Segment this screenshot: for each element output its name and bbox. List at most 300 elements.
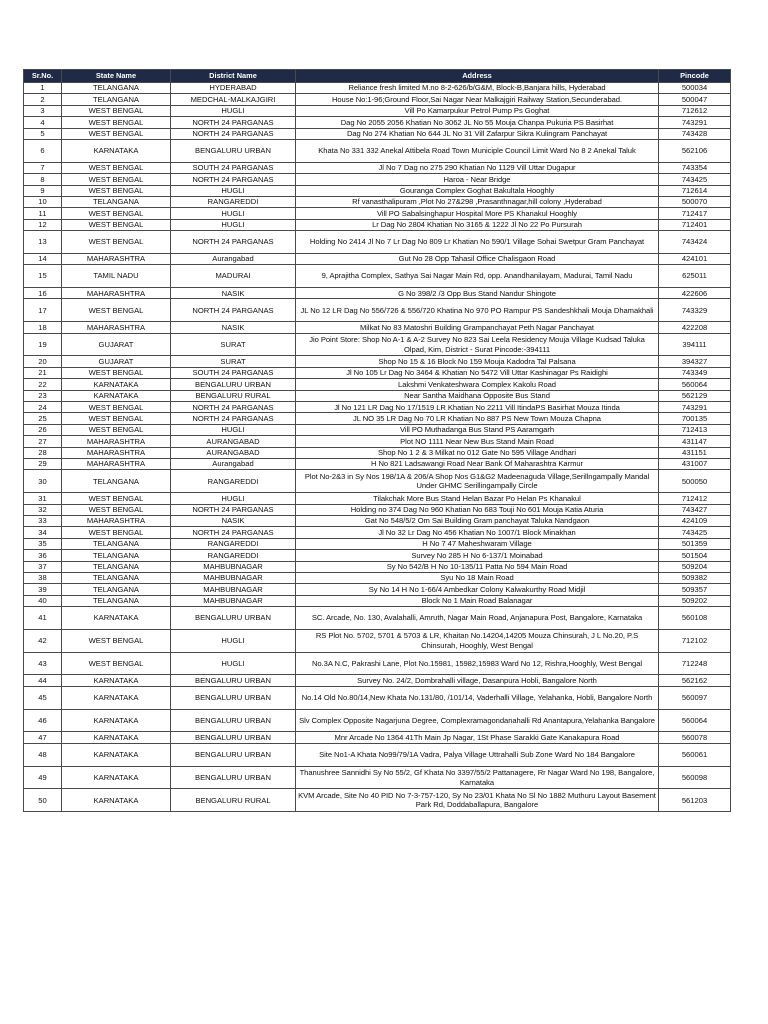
district-name-cell: NASIK bbox=[171, 322, 296, 333]
sr-no-cell: 42 bbox=[24, 629, 62, 652]
district-name-cell: MAHBUBNAGAR bbox=[171, 561, 296, 572]
table-body bbox=[24, 83, 731, 812]
address-cell: Lakshmi Venkateshwara Complex Kakolu Road bbox=[296, 379, 659, 390]
pincode-cell: 743425 bbox=[659, 527, 731, 538]
district-name-cell: BENGALURU URBAN bbox=[171, 766, 296, 789]
pincode-cell: 743291 bbox=[659, 117, 731, 128]
state-name-cell: WEST BENGAL bbox=[62, 493, 171, 504]
state-name-cell: WEST BENGAL bbox=[62, 105, 171, 116]
state-name-cell: TAMIL NADU bbox=[62, 265, 171, 288]
pincode-cell: 509202 bbox=[659, 595, 731, 606]
address-cell: KVM Arcade, Site No 40 PID No 7-3-757-120, Sy No 23/01 Khata No Sl No 1882 Muthuru Layout Basement Park Rd, Doddaballapura, Bangalore bbox=[296, 789, 659, 812]
state-name-cell: TELANGANA bbox=[62, 538, 171, 549]
sr-no-cell: 12 bbox=[24, 219, 62, 230]
address-cell: H No 7 47 Maheshwaram Village bbox=[296, 538, 659, 549]
district-name-cell: BENGALURU RURAL bbox=[171, 390, 296, 401]
header-district-name: District Name bbox=[171, 70, 296, 83]
pincode-cell: 560108 bbox=[659, 607, 731, 630]
sr-no-cell: 47 bbox=[24, 732, 62, 743]
district-name-cell: HUGLI bbox=[171, 208, 296, 219]
state-name-cell: TELANGANA bbox=[62, 572, 171, 583]
pincode-cell: 394327 bbox=[659, 356, 731, 367]
pincode-cell: 625011 bbox=[659, 265, 731, 288]
state-name-cell: KARNATAKA bbox=[62, 789, 171, 812]
state-name-cell: TELANGANA bbox=[62, 470, 171, 493]
address-cell: Reliance fresh limited M.no 8-2-626/b/G&M, Block-B,Banjara hills, Hyderabad bbox=[296, 83, 659, 94]
pincode-cell: 431147 bbox=[659, 436, 731, 447]
address-cell: Haroa - Near Bridge bbox=[296, 174, 659, 185]
table-row bbox=[24, 162, 731, 173]
pincode-cell: 712102 bbox=[659, 629, 731, 652]
state-name-cell: WEST BENGAL bbox=[62, 527, 171, 538]
table-row bbox=[24, 117, 731, 128]
table-row bbox=[24, 595, 731, 606]
sr-no-cell: 44 bbox=[24, 675, 62, 686]
state-name-cell: TELANGANA bbox=[62, 561, 171, 572]
pincode-cell: 509204 bbox=[659, 561, 731, 572]
pincode-cell: 560064 bbox=[659, 709, 731, 732]
pincode-cell: 562106 bbox=[659, 139, 731, 162]
sr-no-cell: 28 bbox=[24, 447, 62, 458]
sr-no-cell: 26 bbox=[24, 424, 62, 435]
table-row bbox=[24, 424, 731, 435]
header-sr-no: Sr.No. bbox=[24, 70, 62, 83]
header-row bbox=[24, 70, 731, 83]
table-row bbox=[24, 743, 731, 766]
sr-no-cell: 3 bbox=[24, 105, 62, 116]
state-name-cell: MAHARASHTRA bbox=[62, 515, 171, 526]
pincode-cell: 743329 bbox=[659, 299, 731, 322]
sr-no-cell: 19 bbox=[24, 333, 62, 356]
sr-no-cell: 9 bbox=[24, 185, 62, 196]
address-cell: Plot NO 1111 Near New Bus Stand Main Road bbox=[296, 436, 659, 447]
district-name-cell: RANGAREDDI bbox=[171, 550, 296, 561]
pincode-cell: 424109 bbox=[659, 515, 731, 526]
address-cell: Jl No 105 Lr Dag No 3464 & Khatian No 5472 Vill Uttar Kashinagar Ps Raidighi bbox=[296, 367, 659, 378]
sr-no-cell: 41 bbox=[24, 607, 62, 630]
state-name-cell: KARNATAKA bbox=[62, 732, 171, 743]
table-row bbox=[24, 379, 731, 390]
state-name-cell: TELANGANA bbox=[62, 550, 171, 561]
table-row bbox=[24, 253, 731, 264]
sr-no-cell: 8 bbox=[24, 174, 62, 185]
table-row bbox=[24, 436, 731, 447]
district-name-cell: NORTH 24 PARGANAS bbox=[171, 527, 296, 538]
district-name-cell: SURAT bbox=[171, 356, 296, 367]
sr-no-cell: 25 bbox=[24, 413, 62, 424]
district-name-cell: NORTH 24 PARGANAS bbox=[171, 231, 296, 254]
table-row bbox=[24, 265, 731, 288]
pincode-cell: 422606 bbox=[659, 288, 731, 299]
district-name-cell: NASIK bbox=[171, 288, 296, 299]
header-state-name: State Name bbox=[62, 70, 171, 83]
state-name-cell: TELANGANA bbox=[62, 94, 171, 105]
sr-no-cell: 15 bbox=[24, 265, 62, 288]
district-name-cell: BENGALURU RURAL bbox=[171, 789, 296, 812]
district-name-cell: NORTH 24 PARGANAS bbox=[171, 299, 296, 322]
table-row bbox=[24, 196, 731, 207]
sr-no-cell: 33 bbox=[24, 515, 62, 526]
state-name-cell: WEST BENGAL bbox=[62, 128, 171, 139]
state-name-cell: MAHARASHTRA bbox=[62, 253, 171, 264]
district-name-cell: RANGAREDDI bbox=[171, 538, 296, 549]
state-name-cell: KARNATAKA bbox=[62, 675, 171, 686]
address-cell: Shop No 15 & 16 Block No 159 Mouja Kadodra Tal Palsana bbox=[296, 356, 659, 367]
address-cell: Holding no 374 Dag No 960 Khatian No 683 Touji No 601 Mouja Katia Aturia bbox=[296, 504, 659, 515]
state-name-cell: MAHARASHTRA bbox=[62, 322, 171, 333]
state-name-cell: WEST BENGAL bbox=[62, 299, 171, 322]
table-row bbox=[24, 333, 731, 356]
pincode-cell: 500050 bbox=[659, 470, 731, 493]
pincode-cell: 743428 bbox=[659, 128, 731, 139]
district-name-cell: HUGLI bbox=[171, 493, 296, 504]
sr-no-cell: 21 bbox=[24, 367, 62, 378]
table-row bbox=[24, 686, 731, 709]
address-cell: Rf vanasthalipuram ,Plot No 27&298 ,Prasanthnagar,hill colony ,Hyderabad bbox=[296, 196, 659, 207]
state-name-cell: WEST BENGAL bbox=[62, 629, 171, 652]
district-name-cell: AURANGABAD bbox=[171, 447, 296, 458]
state-name-cell: KARNATAKA bbox=[62, 139, 171, 162]
state-name-cell: KARNATAKA bbox=[62, 686, 171, 709]
pincode-cell: 431007 bbox=[659, 458, 731, 469]
address-cell: Jio Point Store: Shop No A-1 & A-2 Survey No 823 Sai Leela Residency Mouja Village Kudsad Taluka Olpad, Kim, District - Surat Pincode:-394111 bbox=[296, 333, 659, 356]
address-cell: Plot No-2&3 in Sy Nos 198/1A & 206/A Shop Nos G1&G2 Madeenaguda Village,Serillngampally Mandal Under GHMC Serillingampally Circle bbox=[296, 470, 659, 493]
state-name-cell: TELANGANA bbox=[62, 584, 171, 595]
table-row bbox=[24, 527, 731, 538]
address-cell: G No 398/2 /3 Opp Bus Stand Nandur Shingote bbox=[296, 288, 659, 299]
pincode-cell: 560098 bbox=[659, 766, 731, 789]
sr-no-cell: 2 bbox=[24, 94, 62, 105]
state-name-cell: MAHARASHTRA bbox=[62, 436, 171, 447]
sr-no-cell: 10 bbox=[24, 196, 62, 207]
sr-no-cell: 46 bbox=[24, 709, 62, 732]
district-name-cell: BENGALURU URBAN bbox=[171, 139, 296, 162]
pincode-cell: 500070 bbox=[659, 196, 731, 207]
address-cell: Thanushree Sannidhi Sy No 55/2, Gf Khata No 3397/55/2 Pattanagere, Rr Nagar Ward No 198, Bangalore, Karnataka bbox=[296, 766, 659, 789]
address-cell: JL No 12 LR Dag No 556/726 & 556/720 Khatina No 970 PO Rampur PS Sandeshkhali Mouja Dhamakhali bbox=[296, 299, 659, 322]
pincode-cell: 501504 bbox=[659, 550, 731, 561]
address-cell: Syu No 18 Main Road bbox=[296, 572, 659, 583]
state-name-cell: KARNATAKA bbox=[62, 607, 171, 630]
district-name-cell: BENGALURU URBAN bbox=[171, 709, 296, 732]
pincode-cell: 500047 bbox=[659, 94, 731, 105]
state-name-cell: WEST BENGAL bbox=[62, 117, 171, 128]
table-row bbox=[24, 470, 731, 493]
table-row bbox=[24, 561, 731, 572]
address-cell: SC. Arcade, No. 130, Avalahalli, Amruth, Nagar Main Road, Anjanapura Post, Bangalore, Karnataka bbox=[296, 607, 659, 630]
address-cell: No.3A N.C, Pakrashi Lane, Plot No.15981, 15982,15983 Ward No 12, Rishra,Hooghly, West Bengal bbox=[296, 652, 659, 675]
district-name-cell: NORTH 24 PARGANAS bbox=[171, 402, 296, 413]
sr-no-cell: 45 bbox=[24, 686, 62, 709]
sr-no-cell: 37 bbox=[24, 561, 62, 572]
table-row bbox=[24, 390, 731, 401]
pincode-cell: 712413 bbox=[659, 424, 731, 435]
address-cell: Sy No 14 H No 1-66/4 Ambedkar Colony Kalwakurthy Road Midjil bbox=[296, 584, 659, 595]
table-row bbox=[24, 94, 731, 105]
sr-no-cell: 24 bbox=[24, 402, 62, 413]
address-cell: Jl No 7 Dag no 275 290 Khatian No 1129 Vill Uttar Dugapur bbox=[296, 162, 659, 173]
address-cell: Vill PO Sabalsinghapur Hospital More PS Khanakul Hooghly bbox=[296, 208, 659, 219]
district-name-cell: HUGLI bbox=[171, 629, 296, 652]
pincode-cell: 743425 bbox=[659, 174, 731, 185]
address-cell: Holding No 2414 Jl No 7 Lr Dag No 809 Lr Khatian No 590/1 Village Sohai Swetpur Gram Panchayat bbox=[296, 231, 659, 254]
sr-no-cell: 17 bbox=[24, 299, 62, 322]
state-name-cell: MAHARASHTRA bbox=[62, 288, 171, 299]
state-name-cell: TELANGANA bbox=[62, 595, 171, 606]
table-row bbox=[24, 504, 731, 515]
pincode-cell: 712612 bbox=[659, 105, 731, 116]
district-name-cell: MEDCHAL-MALKAJGIRI bbox=[171, 94, 296, 105]
table-row bbox=[24, 139, 731, 162]
district-name-cell: MAHBUBNAGAR bbox=[171, 595, 296, 606]
pincode-cell: 560097 bbox=[659, 686, 731, 709]
state-name-cell: GUJARAT bbox=[62, 356, 171, 367]
table-row bbox=[24, 356, 731, 367]
pincode-cell: 743291 bbox=[659, 402, 731, 413]
state-name-cell: MAHARASHTRA bbox=[62, 447, 171, 458]
sr-no-cell: 20 bbox=[24, 356, 62, 367]
sr-no-cell: 7 bbox=[24, 162, 62, 173]
state-name-cell: TELANGANA bbox=[62, 83, 171, 94]
table-row bbox=[24, 185, 731, 196]
table-row bbox=[24, 538, 731, 549]
sr-no-cell: 6 bbox=[24, 139, 62, 162]
pincode-cell: 712417 bbox=[659, 208, 731, 219]
address-cell: Jl No 32 Lr Dag No 456 Khatian No 1007/1 Block Minakhan bbox=[296, 527, 659, 538]
sr-no-cell: 13 bbox=[24, 231, 62, 254]
sr-no-cell: 29 bbox=[24, 458, 62, 469]
state-name-cell: WEST BENGAL bbox=[62, 504, 171, 515]
table-row bbox=[24, 550, 731, 561]
address-cell: 9, Aprajitha Complex, Sathya Sai Nagar Main Rd, opp. Anandhanilayam, Madurai, Tamil Nadu bbox=[296, 265, 659, 288]
sr-no-cell: 16 bbox=[24, 288, 62, 299]
sr-no-cell: 36 bbox=[24, 550, 62, 561]
district-name-cell: HUGLI bbox=[171, 652, 296, 675]
sr-no-cell: 32 bbox=[24, 504, 62, 515]
address-cell: House No:1-96;Ground Floor,Sai Nagar Near Malkajgiri Railway Station,Secunderabad. bbox=[296, 94, 659, 105]
district-name-cell: HUGLI bbox=[171, 185, 296, 196]
district-name-cell: RANGAREDDI bbox=[171, 196, 296, 207]
sr-no-cell: 18 bbox=[24, 322, 62, 333]
district-name-cell: NORTH 24 PARGANAS bbox=[171, 117, 296, 128]
state-name-cell: KARNATAKA bbox=[62, 709, 171, 732]
sr-no-cell: 23 bbox=[24, 390, 62, 401]
header-address: Address bbox=[296, 70, 659, 83]
district-name-cell: RANGAREDDI bbox=[171, 470, 296, 493]
pincode-cell: 422208 bbox=[659, 322, 731, 333]
pincode-cell: 743354 bbox=[659, 162, 731, 173]
sr-no-cell: 5 bbox=[24, 128, 62, 139]
sr-no-cell: 30 bbox=[24, 470, 62, 493]
pincode-cell: 562129 bbox=[659, 390, 731, 401]
district-name-cell: HUGLI bbox=[171, 105, 296, 116]
district-name-cell: BENGALURU URBAN bbox=[171, 732, 296, 743]
district-name-cell: BENGALURU URBAN bbox=[171, 743, 296, 766]
table-row bbox=[24, 652, 731, 675]
pincode-cell: 712412 bbox=[659, 493, 731, 504]
table-row bbox=[24, 493, 731, 504]
table-row bbox=[24, 208, 731, 219]
pincode-cell: 743349 bbox=[659, 367, 731, 378]
address-cell: H No 821 Ladsawangi Road Near Bank Of Maharashtra Karmur bbox=[296, 458, 659, 469]
district-name-cell: SOUTH 24 PARGANAS bbox=[171, 367, 296, 378]
district-name-cell: Aurangabad bbox=[171, 458, 296, 469]
address-cell: Gat No 548/5/2 Om Sai Building Gram panchayat Taluka Nandgaon bbox=[296, 515, 659, 526]
pincode-cell: 561203 bbox=[659, 789, 731, 812]
state-name-cell: KARNATAKA bbox=[62, 390, 171, 401]
state-name-cell: TELANGANA bbox=[62, 196, 171, 207]
address-cell: No.14 Old No.80/14,New Khata No.131/80, /101/14, Vaderhalli Village, Yelahanka, Hobli, Bangalore North bbox=[296, 686, 659, 709]
table-row bbox=[24, 219, 731, 230]
sr-no-cell: 31 bbox=[24, 493, 62, 504]
table-row bbox=[24, 709, 731, 732]
district-name-cell: NORTH 24 PARGANAS bbox=[171, 504, 296, 515]
district-name-cell: AURANGABAD bbox=[171, 436, 296, 447]
address-cell: Vill Po Kamarpukur Petrol Pump Ps Goghat bbox=[296, 105, 659, 116]
header-pincode: Pincode bbox=[659, 70, 731, 83]
table-row bbox=[24, 732, 731, 743]
address-cell: Site No1-A Khata No99/79/1A Vadra, Palya Village Uttrahalli Sub Zone Ward No 184 Bangalore bbox=[296, 743, 659, 766]
table-row bbox=[24, 413, 731, 424]
sr-no-cell: 49 bbox=[24, 766, 62, 789]
sr-no-cell: 4 bbox=[24, 117, 62, 128]
state-name-cell: WEST BENGAL bbox=[62, 402, 171, 413]
pincode-cell: 560078 bbox=[659, 732, 731, 743]
table-row bbox=[24, 231, 731, 254]
pincode-cell: 743424 bbox=[659, 231, 731, 254]
pincode-cell: 431151 bbox=[659, 447, 731, 458]
table-row bbox=[24, 766, 731, 789]
pincode-cell: 562162 bbox=[659, 675, 731, 686]
sr-no-cell: 1 bbox=[24, 83, 62, 94]
store-address-table bbox=[23, 69, 731, 812]
address-cell: Lr Dag No 2804 Khatian No 3165 & 1222 Jl No 22 Po Pursurah bbox=[296, 219, 659, 230]
address-cell: Jl No 121 LR Dag No 17/1519 LR Khatian No 2211 Vill ItindaPS Basirhat Mouza Itinda bbox=[296, 402, 659, 413]
state-name-cell: WEST BENGAL bbox=[62, 413, 171, 424]
state-name-cell: WEST BENGAL bbox=[62, 652, 171, 675]
district-name-cell: MAHBUBNAGAR bbox=[171, 584, 296, 595]
sr-no-cell: 48 bbox=[24, 743, 62, 766]
pincode-cell: 712401 bbox=[659, 219, 731, 230]
table-row bbox=[24, 789, 731, 812]
district-name-cell: NASIK bbox=[171, 515, 296, 526]
address-cell: Slv Complex Opposite Nagarjuna Degree, Complexramagondanahalli Rd Anantapura,Yelahanka Bangalore bbox=[296, 709, 659, 732]
pincode-cell: 743427 bbox=[659, 504, 731, 515]
state-name-cell: MAHARASHTRA bbox=[62, 458, 171, 469]
district-name-cell: Aurangabad bbox=[171, 253, 296, 264]
district-name-cell: HUGLI bbox=[171, 219, 296, 230]
address-cell: Milkat No 83 Matoshri Building Grampanchayat Peth Nagar Panchayat bbox=[296, 322, 659, 333]
address-cell: Survey No 285 H No 6-137/1 Moinabad bbox=[296, 550, 659, 561]
district-name-cell: BENGALURU URBAN bbox=[171, 607, 296, 630]
table-header bbox=[24, 70, 731, 83]
sr-no-cell: 39 bbox=[24, 584, 62, 595]
district-name-cell: SURAT bbox=[171, 333, 296, 356]
district-name-cell: BENGALURU URBAN bbox=[171, 675, 296, 686]
address-cell: Tilakchak More Bus Stand Helan Bazar Po Helan Ps Khanakul bbox=[296, 493, 659, 504]
table-row bbox=[24, 402, 731, 413]
district-name-cell: MADURAI bbox=[171, 265, 296, 288]
pincode-cell: 560061 bbox=[659, 743, 731, 766]
district-name-cell: NORTH 24 PARGANAS bbox=[171, 128, 296, 139]
address-cell: Khata No 331 332 Anekal Attibela Road Town Municiple Council Limit Ward No 8 2 Anekal Taluk bbox=[296, 139, 659, 162]
district-name-cell: BENGALURU URBAN bbox=[171, 686, 296, 709]
table-row bbox=[24, 675, 731, 686]
district-name-cell: BENGALURU URBAN bbox=[171, 379, 296, 390]
sr-no-cell: 38 bbox=[24, 572, 62, 583]
address-cell: Block No 1 Main Road Balanagar bbox=[296, 595, 659, 606]
table-row bbox=[24, 367, 731, 378]
address-cell: Gut No 28 Opp Tahasil Office Chalisgaon Road bbox=[296, 253, 659, 264]
state-name-cell: WEST BENGAL bbox=[62, 231, 171, 254]
sr-no-cell: 22 bbox=[24, 379, 62, 390]
state-name-cell: WEST BENGAL bbox=[62, 208, 171, 219]
state-name-cell: KARNATAKA bbox=[62, 379, 171, 390]
sr-no-cell: 50 bbox=[24, 789, 62, 812]
table-row bbox=[24, 607, 731, 630]
state-name-cell: WEST BENGAL bbox=[62, 219, 171, 230]
address-cell: Survey No. 24/2, Dombrahalli village, Dasanpura Hobli, Bangalore North bbox=[296, 675, 659, 686]
state-name-cell: WEST BENGAL bbox=[62, 367, 171, 378]
table-row bbox=[24, 105, 731, 116]
sr-no-cell: 35 bbox=[24, 538, 62, 549]
state-name-cell: WEST BENGAL bbox=[62, 185, 171, 196]
pincode-cell: 712614 bbox=[659, 185, 731, 196]
district-name-cell: SOUTH 24 PARGANAS bbox=[171, 162, 296, 173]
sr-no-cell: 14 bbox=[24, 253, 62, 264]
table-row bbox=[24, 83, 731, 94]
sr-no-cell: 40 bbox=[24, 595, 62, 606]
pincode-cell: 560064 bbox=[659, 379, 731, 390]
table-row bbox=[24, 299, 731, 322]
state-name-cell: WEST BENGAL bbox=[62, 162, 171, 173]
table-row bbox=[24, 128, 731, 139]
table-row bbox=[24, 584, 731, 595]
sr-no-cell: 27 bbox=[24, 436, 62, 447]
table-row bbox=[24, 629, 731, 652]
table-row bbox=[24, 572, 731, 583]
address-cell: RS Plot No. 5702, 5701 & 5703 & LR, Khaitan No.14204,14205 Mouza Chinsurah, J L No.20, P.S Chinsurah, Hooghly, West Bengal bbox=[296, 629, 659, 652]
address-cell: Sy No 542/B H No 10-135/11 Patta No 594 Main Road bbox=[296, 561, 659, 572]
table-row bbox=[24, 322, 731, 333]
address-cell: Gouranga Complex Goghat Bakultala Hooghly bbox=[296, 185, 659, 196]
state-name-cell: WEST BENGAL bbox=[62, 174, 171, 185]
address-cell: Mnr Arcade No 1364 41Th Main Jp Nagar, 1St Phase Sarakki Gate Kanakapura Road bbox=[296, 732, 659, 743]
address-cell: JL NO 35 LR Dag No 70 LR Khatian No 887 PS New Town Mouza Chapna bbox=[296, 413, 659, 424]
pincode-cell: 700135 bbox=[659, 413, 731, 424]
pincode-cell: 394111 bbox=[659, 333, 731, 356]
pincode-cell: 509357 bbox=[659, 584, 731, 595]
sr-no-cell: 11 bbox=[24, 208, 62, 219]
address-cell: Dag No 2055 2056 Khatian No 3062 JL No 55 Mouja Chanpa Pukuria PS Basirhat bbox=[296, 117, 659, 128]
sr-no-cell: 34 bbox=[24, 527, 62, 538]
table-row bbox=[24, 458, 731, 469]
district-name-cell: HUGLI bbox=[171, 424, 296, 435]
district-name-cell: MAHBUBNAGAR bbox=[171, 572, 296, 583]
pincode-cell: 424101 bbox=[659, 253, 731, 264]
address-cell: Near Santha Maidhana Opposite Bus Stand bbox=[296, 390, 659, 401]
state-name-cell: KARNATAKA bbox=[62, 743, 171, 766]
table-row bbox=[24, 447, 731, 458]
district-name-cell: NORTH 24 PARGANAS bbox=[171, 174, 296, 185]
pincode-cell: 501359 bbox=[659, 538, 731, 549]
district-name-cell: HYDERABAD bbox=[171, 83, 296, 94]
state-name-cell: GUJARAT bbox=[62, 333, 171, 356]
sr-no-cell: 43 bbox=[24, 652, 62, 675]
pincode-cell: 500034 bbox=[659, 83, 731, 94]
table-row bbox=[24, 174, 731, 185]
state-name-cell: WEST BENGAL bbox=[62, 424, 171, 435]
